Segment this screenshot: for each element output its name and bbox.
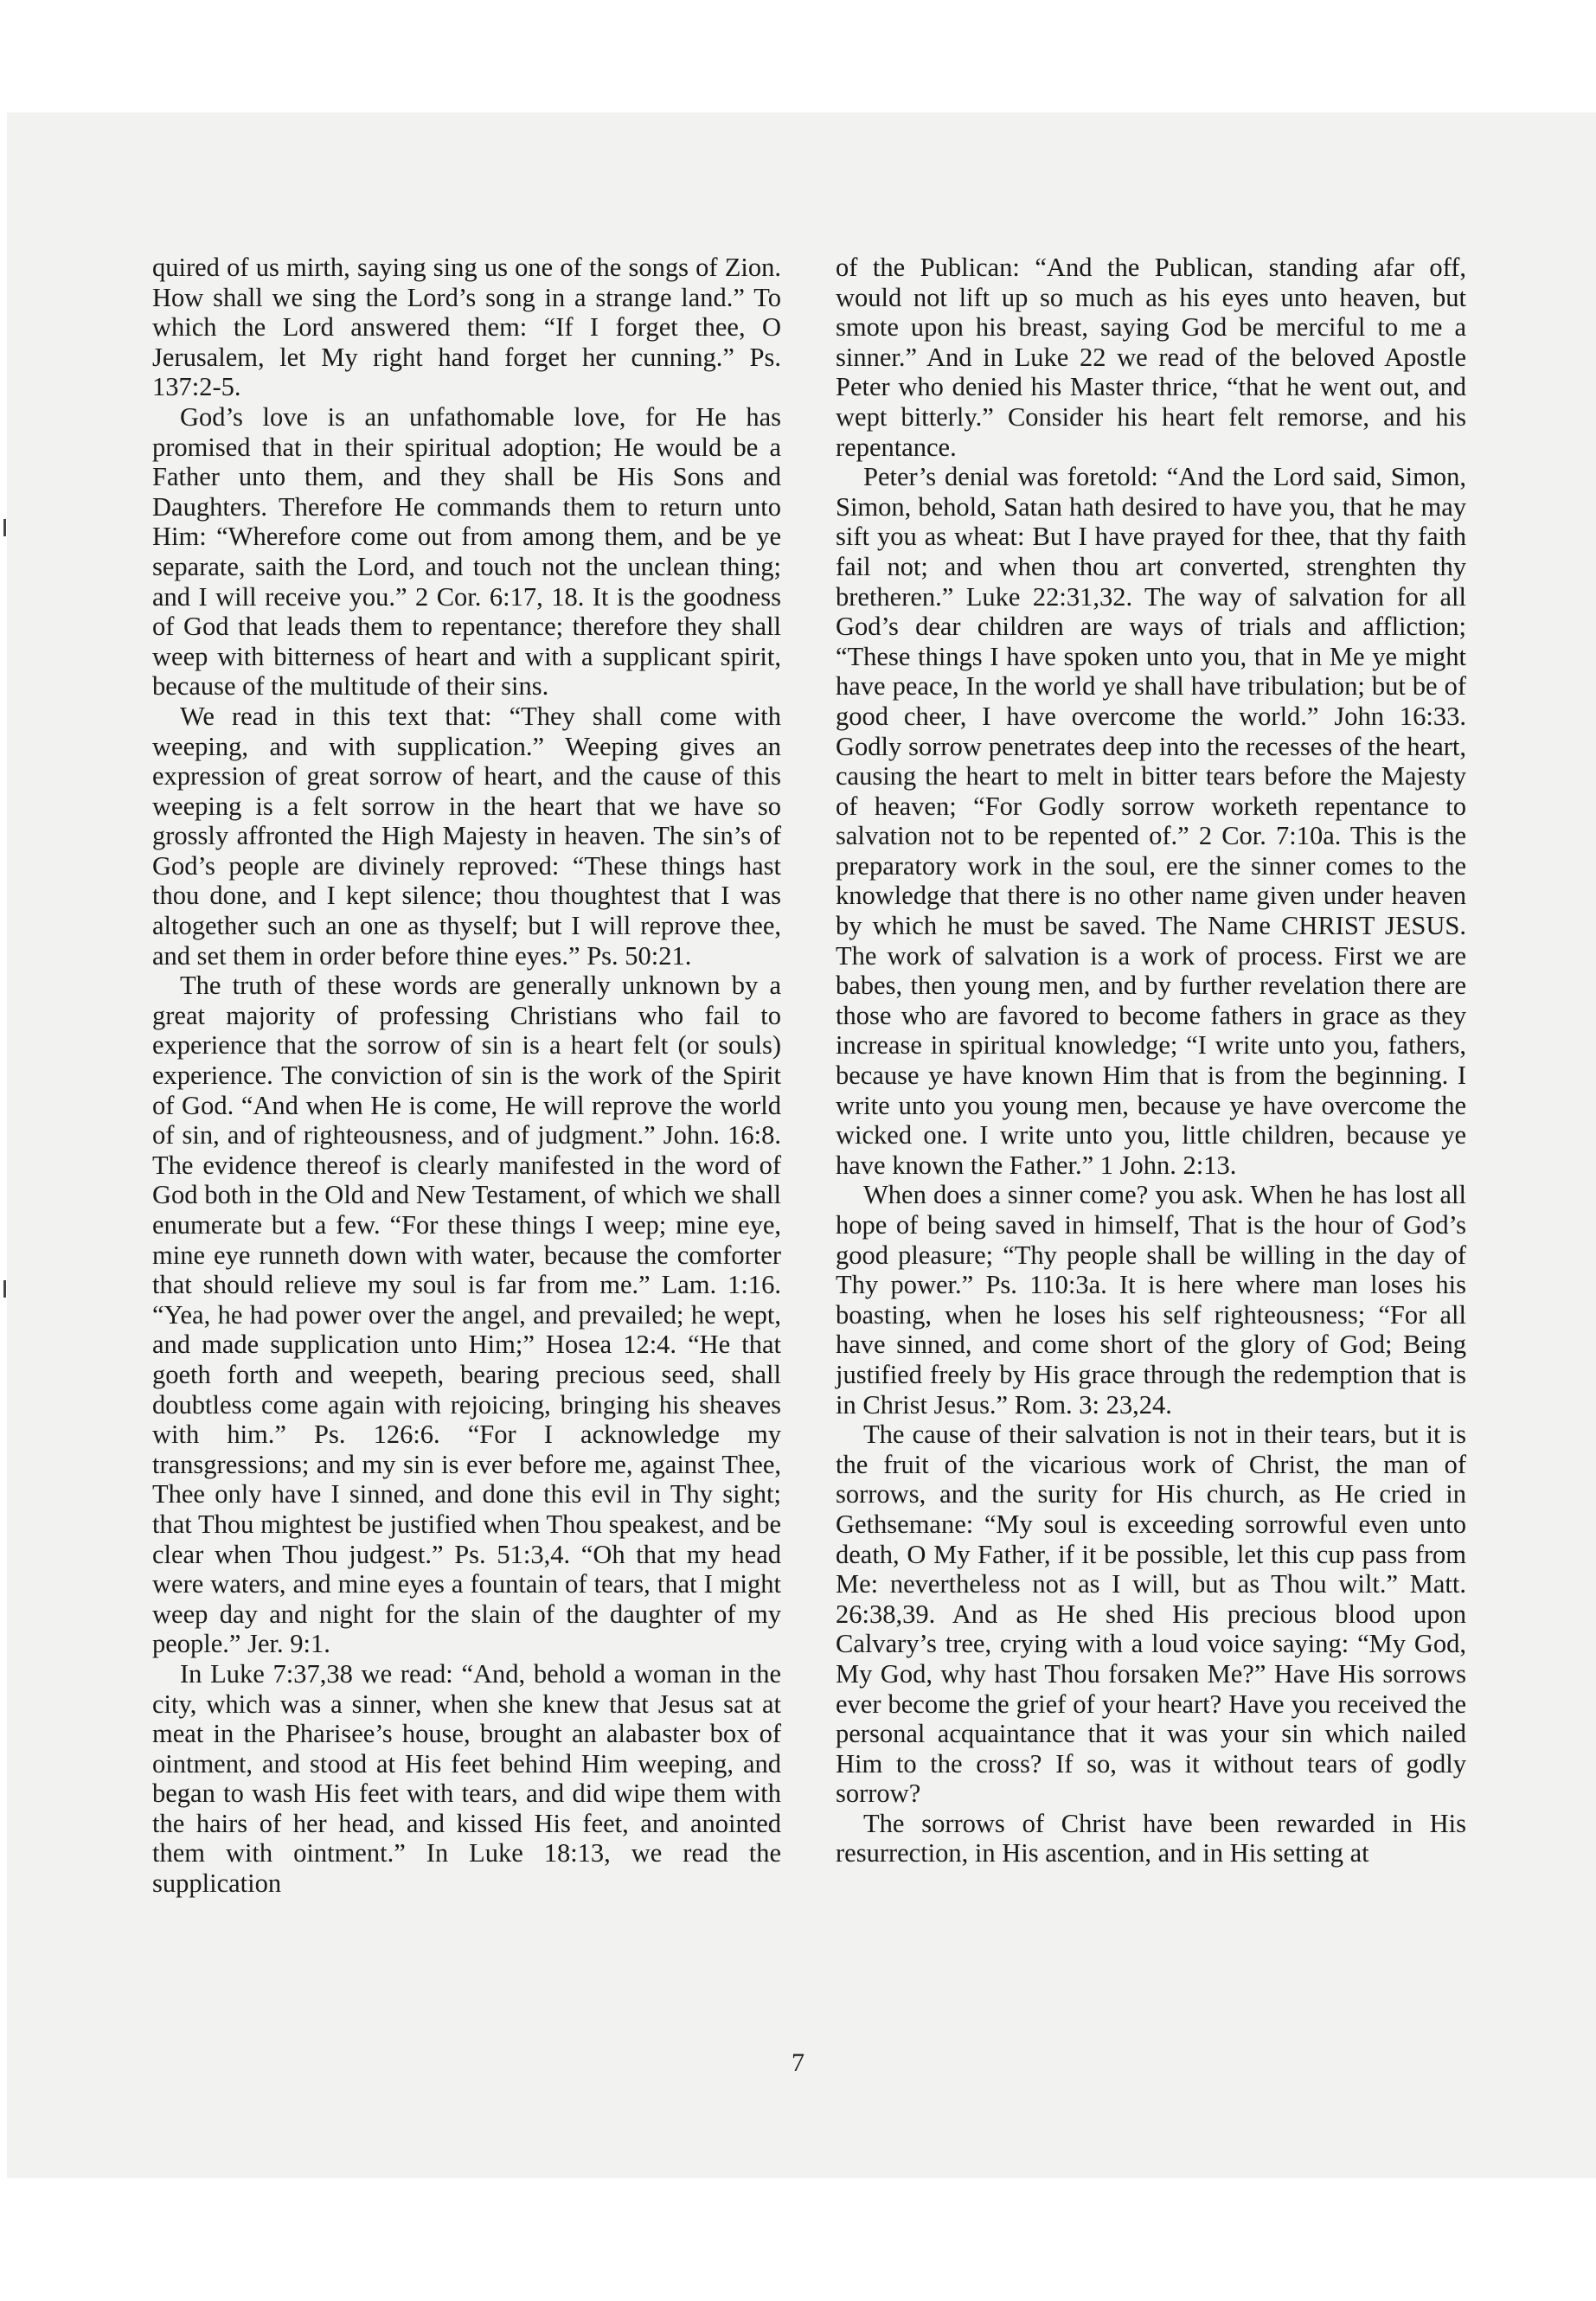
paragraph: Peter’s denial was foretold: “And the Lord said, Simon, Simon, behold, Satan hath desired to have you, that he may sift you as wheat: But I have prayed for thee, that thy faith fail not; and when thou art converted, strenghten thy bretheren.” Luke 22:31,32. The way of salvation for all God’s dear children are ways of trials and affliction; “These things I have spoken unto you, that in Me ye might have peace, In the world ye shall have tribulation; but be of good cheer, I have overcome the world.” John 16:33. Godly sorrow penetrates deep into the recesses of the heart, causing the heart to melt in bitter tears before the Majesty of heaven; “For Godly sorrow worketh repentance to salvation not to be repented of.” 2 Cor. 7:10a. This is the preparatory work in the soul, ere the sinner comes to the knowledge that there is no other name given under heaven by which he must be saved. The Name CHRIST JESUS. The work of salvation is a work of process. First we are babes, then young men, and by further revelation there are those who are favored to become fathers in grace as they increase in spiritual knowledge; “I write unto you, fathers, because ye have known Him that is from the beginning. I write unto you young men, because ye have overcome the wicked one. I write unto you, little children, because ye have known the Father.” 1 John. 2:13. <box>836 462 1466 1180</box>
paragraph: The truth of these words are generally unknown by a great majority of professing Christians who fail to experience that the sorrow of sin is a heart felt (or souls) experience. The conviction of sin is the work of the Spirit of God. “And when He is come, He will reprove the world of sin, and of righteousness, and of judgment.” John. 16:8. The evidence thereof is clearly manifested in the word of God both in the Old and New Testament, of which we shall enumerate but a few. “For these things I weep; mine eye, mine eye runneth down with water, because the comforter that should relieve my soul is far from me.” Lam. 1:16. “Yea, he had power over the angel, and prevailed; he wept, and made supplication unto Him;” Hosea 12:4. “He that goeth forth and weepeth, bearing precious seed, shall doubtless come again with rejoicing, bringing his sheaves with him.” Ps. 126:6. “For I acknowledge my transgressions; and my sin is ever before me, against Thee, Thee only have I sinned, and done this evil in Thy sight; that Thou mightest be justified when Thou speakest, and be clear when Thou judgest.” Ps. 51:3,4. “Oh that my head were waters, and mine eyes a fountain of tears, that I might weep day and night for the slain of the daughter of my people.” Jer. 9:1. <box>152 971 781 1659</box>
paragraph: When does a sinner come? you ask. When he has lost all hope of being saved in himself, That is the hour of God’s good pleasure; “Thy people shall be willing in the day of Thy power.” Ps. 110:3a. It is here where man loses his boasting, when he loses his self righteousness; “For all have sinned, and come short of the glory of God; Being justified freely by His grace through the redemption that is in Christ Jesus.” Rom. 3: 23,24. <box>836 1180 1466 1420</box>
paragraph: God’s love is an unfathomable love, for He has promised that in their spiritual adoption; He would be a Father unto them, and they shall be His Sons and Daughters. Therefore He commands them to return unto Him: “Wherefore come out from among them, and be ye separate, saith the Lord, and touch not the unclean thing; and I will receive you.” 2 Cor. 6:17, 18. It is the goodness of God that leads them to repentance; therefore they shall weep with bitterness of heart and with a supplicant spirit, because of the multitude of their sins. <box>152 401 781 702</box>
scan-edge-mark <box>3 1280 6 1298</box>
right-text-column <box>836 253 1466 1868</box>
scan-top-margin <box>0 0 1596 112</box>
paragraph: The sorrows of Christ have been rewarded in His resurrection, in His ascention, and in His setting at <box>836 1808 1466 1868</box>
scan-bottom-margin <box>0 2178 1596 2301</box>
paragraph: We read in this text that: “They shall come with weeping, and with supplication.” Weeping gives an expression of great sorrow of heart, and the cause of this weeping is a felt sorrow in the heart that we have so grossly affronted the High Majesty in heaven. The sin’s of God’s people are divinely reproved: “These things hast thou done, and I kept silence; thou thoughtest that I was altogether such an one as thyself; but I will reprove thee, and set them in order before thine eyes.” Ps. 50:21. <box>152 701 781 971</box>
paragraph: quired of us mirth, saying sing us one of the songs of Zion. How shall we sing the Lord’s song in a strange land.” To which the Lord answered them: “If I forget thee, O Jerusalem, let My right hand forget her cunning.” Ps. 137:2-5. <box>152 253 781 402</box>
scan-edge-mark <box>3 519 6 536</box>
paragraph: In Luke 7:37,38 we read: “And, behold a woman in the city, which was a sinner, when she knew that Jesus sat at meat in the Pharisee’s house, brought an alabaster box of ointment, and stood at His feet behind Him weeping, and began to wash His feet with tears, and did wipe them with the hairs of her head, and kissed His feet, and anointed them with ointment.” In Luke 18:13, we read the supplication <box>152 1658 781 1899</box>
paragraph: The cause of their salvation is not in their tears, but it is the fruit of the vicarious work of Christ, the man of sorrows, and the surity for His church, as He cried in Gethsemane: “My soul is exceeding sorrowful even unto death, O My Father, if it be possible, let this cup pass from Me: nevertheless not as I will, but as Thou wilt.” Matt. 26:38,39. And as He shed His precious blood upon Calvary’s tree, crying with a loud voice saying: “My God, My God, why hast Thou forsaken Me?” Have His sorrows ever become the grief of your heart? Have you received the personal acquaintance that it was your sin which nailed Him to the cross? If so, was it without tears of godly sorrow? <box>836 1420 1466 1809</box>
page-number: 7 <box>792 2048 804 2077</box>
left-text-column <box>152 253 781 1899</box>
paragraph: of the Publican: “And the Publican, standing afar off, would not lift up so much as his eyes unto heaven, but smote upon his breast, saying God be merciful to me a sinner.” And in Luke 22 we read of the beloved Apostle Peter who denied his Master thrice, “that he went out, and wept bitterly.” Consider his heart felt remorse, and his repentance. <box>836 253 1466 462</box>
